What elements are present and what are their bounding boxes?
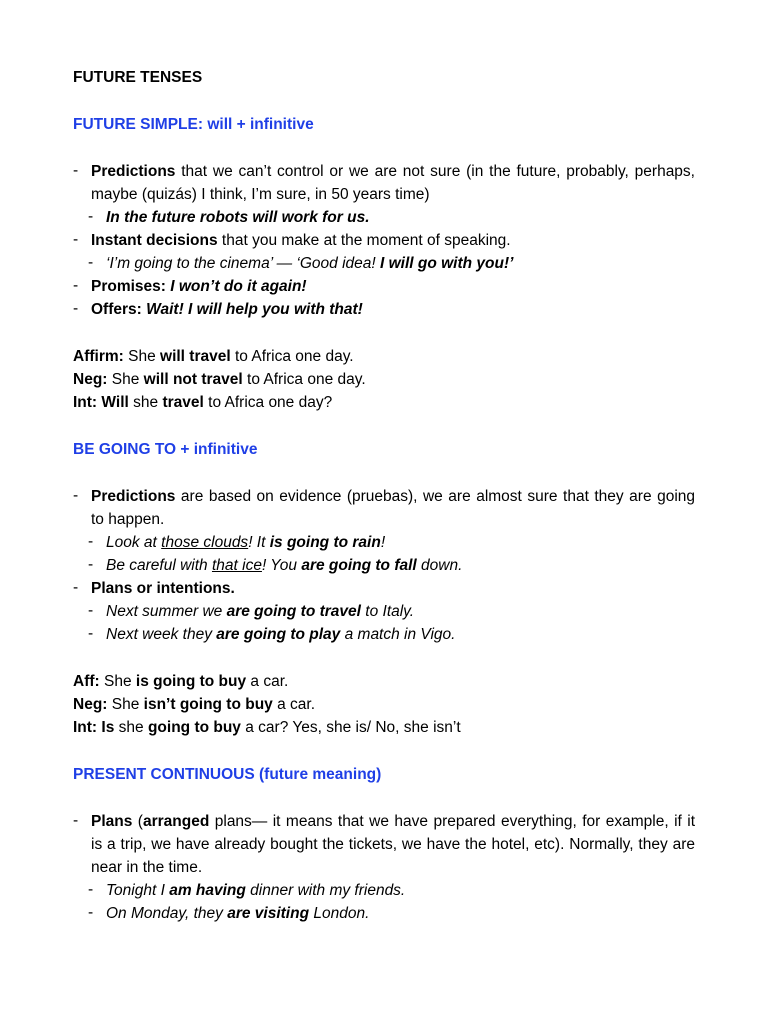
term-text: that you make at the moment of speaking. xyxy=(217,232,511,249)
verb: is going to rain xyxy=(269,534,381,551)
verb: will not travel xyxy=(143,371,243,388)
label: Neg: xyxy=(73,696,108,713)
verb: going to buy xyxy=(147,719,241,736)
example-emphasis: I will go with you!’ xyxy=(379,255,514,272)
text: dinner with my friends. xyxy=(245,882,406,899)
verb: are going to play xyxy=(216,626,341,643)
list-item xyxy=(73,810,695,879)
text: ! xyxy=(380,534,386,551)
verb: travel xyxy=(162,394,204,411)
text: London. xyxy=(309,905,370,922)
term-text: are based on evidence (pruebas), we are almost sure that they are going to happen. xyxy=(91,488,695,528)
document-body xyxy=(73,66,695,925)
text: a car? Yes, she is/ No, she isn’t xyxy=(240,719,461,736)
example-item xyxy=(73,554,695,577)
text: On Monday, they xyxy=(106,905,228,922)
verb: Is xyxy=(97,719,115,736)
text: she xyxy=(114,719,148,736)
text: to Africa one day? xyxy=(203,394,333,411)
going-to-list xyxy=(73,485,695,646)
text: Next summer we xyxy=(106,603,227,620)
section-heading-present-continuous: PRESENT CONTINUOUS (future meaning) xyxy=(73,766,382,783)
negative-line xyxy=(73,693,695,716)
interrogative-line xyxy=(73,391,695,414)
text: She xyxy=(107,696,144,713)
term-label: Promises: xyxy=(91,278,171,295)
present-continuous-list xyxy=(73,810,695,925)
text: She xyxy=(99,673,136,690)
example-item xyxy=(73,600,695,623)
example-item xyxy=(73,623,695,646)
term-label: Predictions xyxy=(91,163,176,180)
future-simple-list xyxy=(73,160,695,321)
example-text: In the future robots will work for us. xyxy=(106,209,370,226)
affirm-line xyxy=(73,345,695,368)
example-item xyxy=(73,206,695,229)
example-text: ‘I’m going to the cinema’ — ‘Good idea! xyxy=(106,255,380,272)
list-item xyxy=(73,229,695,252)
example-emphasis: I won’t do it again! xyxy=(170,278,307,295)
list-item xyxy=(73,485,695,531)
label: Neg: xyxy=(73,371,108,388)
text: ! You xyxy=(261,557,302,574)
section-heading-going-to: BE GOING TO + infinitive xyxy=(73,441,258,458)
text: She xyxy=(123,348,161,365)
text: Tonight I xyxy=(106,882,170,899)
example-item xyxy=(73,531,695,554)
section-heading-future-simple: FUTURE SIMPLE: will + infinitive xyxy=(73,116,314,133)
list-item xyxy=(73,160,695,206)
verb: Will xyxy=(97,394,129,411)
verb: are going to fall xyxy=(301,557,417,574)
verb: isn’t going to buy xyxy=(143,696,273,713)
term-emphasis: arranged xyxy=(142,813,210,830)
verb: is going to buy xyxy=(135,673,247,690)
text: She xyxy=(107,371,144,388)
page-title: FUTURE TENSES xyxy=(73,69,203,86)
text: a match in Vigo. xyxy=(340,626,456,643)
list-item xyxy=(73,577,695,600)
negative-line xyxy=(73,368,695,391)
text: ( xyxy=(132,813,143,830)
term-label: Plans xyxy=(91,813,133,830)
affirm-line xyxy=(73,670,695,693)
text: Look at xyxy=(106,534,162,551)
term-label: Predictions xyxy=(91,488,176,505)
text: a car. xyxy=(272,696,316,713)
list-item xyxy=(73,298,695,321)
label: Affirm: xyxy=(73,348,124,365)
example-item xyxy=(73,902,695,925)
text: a car. xyxy=(246,673,289,690)
interrogative-line xyxy=(73,716,695,739)
label: Aff: xyxy=(73,673,100,690)
text: to Africa one day. xyxy=(242,371,366,388)
text: to Italy. xyxy=(360,603,415,620)
term-label: Instant decisions xyxy=(91,232,218,249)
text: Next week they xyxy=(106,626,217,643)
term-label: Offers: xyxy=(91,301,147,318)
underlined-text: that ice xyxy=(211,557,262,574)
text: Be careful with xyxy=(106,557,212,574)
example-emphasis: Wait! I will help you with that! xyxy=(146,301,363,318)
text: ! It xyxy=(248,534,270,551)
label: Int: xyxy=(73,719,98,736)
list-item xyxy=(73,275,695,298)
verb: are going to travel xyxy=(226,603,361,620)
term-label: Plans or intentions. xyxy=(91,580,235,597)
label: Int: xyxy=(73,394,98,411)
example-item xyxy=(73,252,695,275)
term-text: that we can’t control or we are not sure (in the future, probably, perhaps, maybe (quizás) I think, I’m sure, in 50 years time) xyxy=(91,163,695,203)
text: to Africa one day. xyxy=(230,348,354,365)
term-text: plans— it means that we have prepared everything, for example, if it is a trip, we have already bought the tickets, we have the hotel, etc). Normally, they are near in the time. xyxy=(91,813,695,876)
underlined-text: those clouds xyxy=(161,534,249,551)
text: down. xyxy=(416,557,463,574)
verb: am having xyxy=(169,882,246,899)
text: she xyxy=(128,394,163,411)
example-item xyxy=(73,879,695,902)
verb: are visiting xyxy=(227,905,310,922)
verb: will travel xyxy=(160,348,231,365)
